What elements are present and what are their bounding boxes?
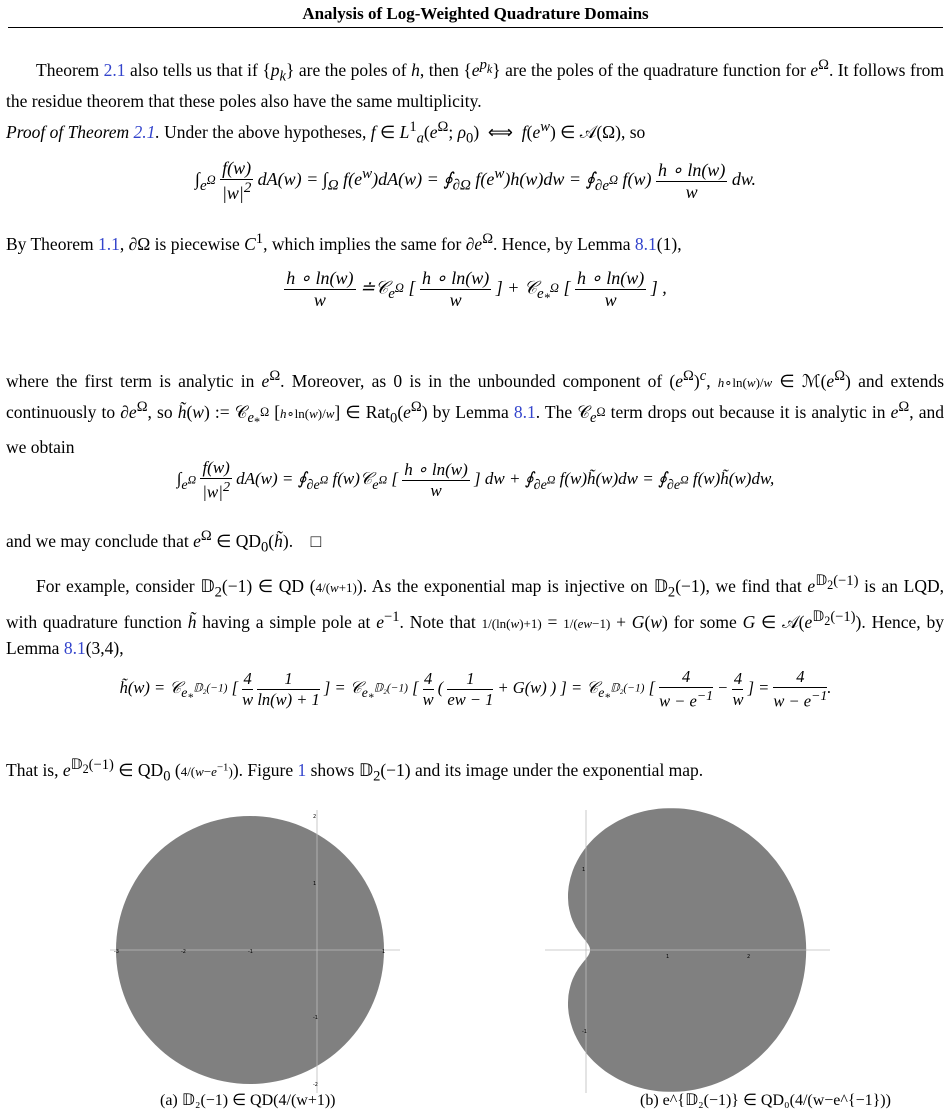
x-tick-label: 1 [666, 954, 670, 960]
x-tick-label: 1 [382, 949, 386, 955]
ref-theorem-1-1[interactable]: 1.1 [98, 233, 120, 254]
paragraph-conclude: and we may conclude that $e^\Omega$ ∈ $QD_0(h̃)$. □ [6, 528, 322, 556]
paragraph-example: For example, consider 𝔻$_2$(−1) ∈ QD (4/(w+1)). As the exponential map is injective on 𝔻$_2$(−1), we find that $e^{𝔻_2(-1)}$ is an LQD, with quadrature function h̃ having a simple pole at $e^{-1}$. Note that 1/(ln(w)+1) = 1/(ew−1) + G(w) for some G ∈ $𝒜(e^{𝔻_2(-1)})$. Hence, by Lemma 8.1(3,4), [6, 573, 945, 659]
x-tick-label: -3 [114, 949, 119, 955]
paragraph-proof-start: Proof of Theorem 2.1. Under the above hypotheses, f ∈ $L^1_a(e^\Omega$; $\rho_0$) ⟺ $f(e^w)$ ∈ 𝒜(Ω), so [6, 119, 646, 147]
caption-left: (a) 𝔻₂(−1) ∈ QD(4/(w+1)) [160, 1092, 336, 1109]
paragraph-figure-intro: That is, $e^{𝔻_2(-1)}$ ∈ $QD_0$ $(4/(w-e^{-1}))$. Figure 1 shows 𝔻$_2$(−1) and its image under the exponential map. [6, 757, 704, 785]
equation-3: $\int_{e^\Omega}$ $\frac{f(w)}{|w|^2}$ $dA(w) = ∮_{\partial e^\Omega}$ f(w)𝒞$_{e^\Omega}$ [ $\frac{h \circ \ln(w)}{w}$ ] dw + $∮_{\partial e^\Omega}$ f(w)h̃(w)dw = $∮_{\partial e^\Omega}$ f(w)h̃(w)dw, [176, 458, 775, 502]
x-tick-label: -2 [181, 949, 186, 955]
y-tick-label: -1 [313, 1015, 318, 1021]
y-tick-label: 2 [313, 814, 317, 820]
ref-lemma-8-1-c[interactable]: 8.1 [63, 638, 86, 659]
paragraph-moreover: where the first term is analytic in $e^\Omega$. Moreover, as 0 is in the unbounded component of $(e^\Omega)^c$, h∘ln(w)/w ∈ $ℳ(e^\Omega)$ and extends continuously to $\partial e^\Omega$, so h̃(w) := 𝒞$_{e_*^\Omega}$ [h∘ln(w)/w] ∈ $Rat_0(e^\Omega)$ by Lemma 8.1. The 𝒞$_{e^\Omega}$ term drops out because it is analytic in $e^\Omega$, and we obtain [6, 368, 945, 458]
y-tick-label: -1 [582, 1029, 587, 1035]
y-tick-label: 1 [313, 881, 317, 887]
ref-theorem-2-1-proof[interactable]: 2.1 [133, 121, 156, 142]
ref-lemma-8-1-b[interactable]: 8.1 [513, 401, 536, 422]
y-tick-label: 1 [582, 867, 586, 873]
figure-left-disk [100, 808, 410, 1098]
paragraph-theorem-remark: Theorem 2.1 also tells us that if $\{p_k\}$ are the poles of h, then $\{e^{p_k}\}$ are the poles of the quadrature function for $e^\Omega$. It follows from the residue theorem that these poles also have the same multiplicity. [6, 57, 945, 112]
ref-figure-1[interactable]: 1 [297, 759, 307, 780]
ref-lemma-8-1[interactable]: 8.1 [634, 233, 657, 254]
caption-right: (b) e^{𝔻₂(−1)} ∈ QD₀(4/(w−e^{−1})) [640, 1092, 891, 1109]
y-tick-label: -2 [313, 1082, 318, 1088]
figure-right-exp-image [540, 808, 840, 1098]
equation-4: h̃(w) = 𝒞$_{e_*^{𝔻_2(-1)}}$ [ $\frac{4}{w}$ $\frac{1}{\ln(w) + 1}$ ] = 𝒞$_{e_*^{𝔻_2(-1)}}$ [ $\frac{4}{w}$ ( $\frac{1}{ew - 1}$ + G(w) ) ] = 𝒞$_{e_*^{𝔻_2(-1)}}$ [ $\frac{4}{w - e^{-1}}$ − $\frac{4}{w}$ ] = $\frac{4}{w - e^{-1}}$ . [119, 667, 832, 711]
x-tick-label: -1 [248, 949, 253, 955]
qed-symbol: □ [310, 530, 322, 551]
x-tick-label: 2 [747, 954, 751, 960]
paragraph-piecewise: By Theorem 1.1, ∂Ω is piecewise $C^1$, which implies the same for $\partial e^\Omega$. Hence, by Lemma 8.1(1), [6, 231, 682, 254]
ref-theorem-2-1[interactable]: 2.1 [103, 59, 126, 80]
equation-2: $\frac{h \circ \ln(w)}{w}$ ≐𝒞$_{e^\Omega}$ [ $\frac{h \circ \ln(w)}{w}$ ] + 𝒞$_{e_*^\Omega}$ [ $\frac{h \circ \ln(w)}{w}$ ] , [286, 268, 667, 310]
header-rule [8, 27, 943, 28]
running-header: Analysis of Log-Weighted Quadrature Domains [302, 4, 649, 23]
equation-1: $\int_{e^\Omega}$ $\frac{f(w)}{|w|^2}$ $dA(w) = \int_\Omega$ $f(e^w)dA(w)$ = $∮_{\partial\Omega}$ $f(e^w)h(w)dw$ = $∮_{\partial e^\Omega}$ f(w) $\frac{h \circ \ln(w)}{w}$ dw. [195, 158, 756, 203]
